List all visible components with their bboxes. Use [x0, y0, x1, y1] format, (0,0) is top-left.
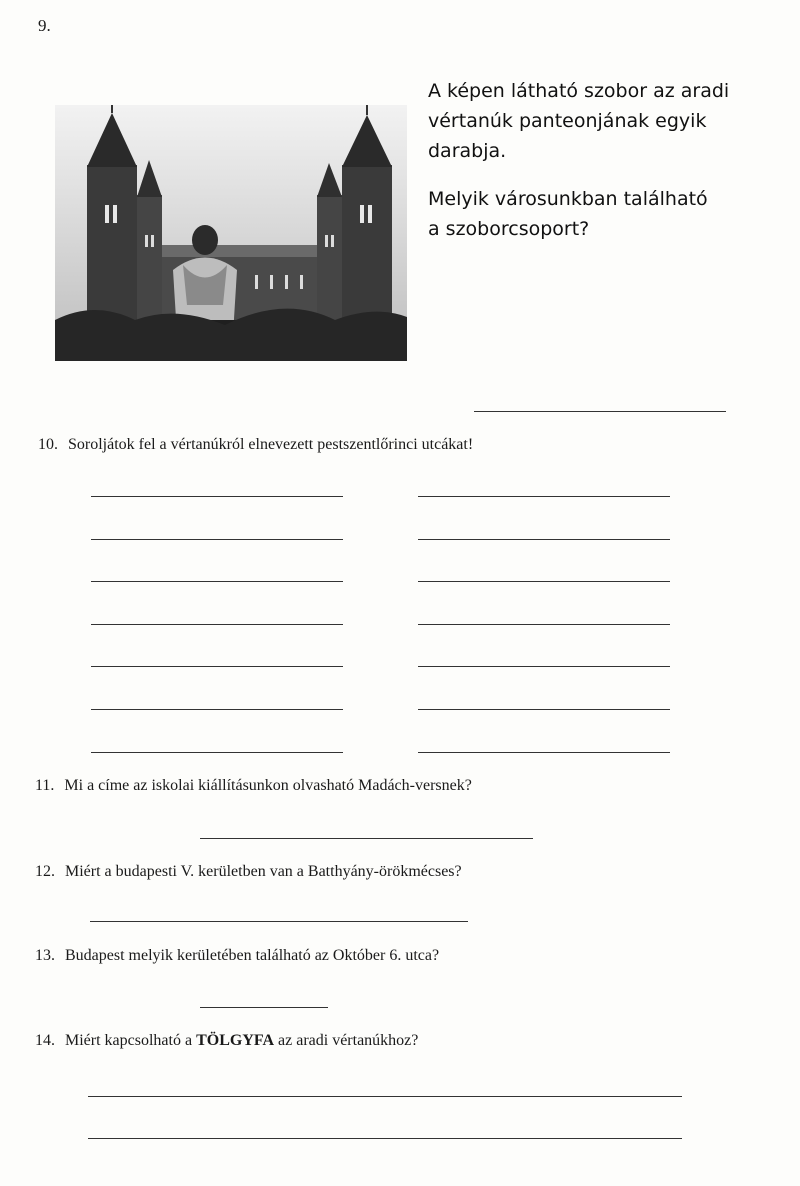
q10-answer-line-left[interactable] — [91, 709, 343, 710]
q10-number: 10. — [38, 436, 58, 453]
q9-text-line2: vértanúk panteonjának egyik — [428, 110, 707, 132]
q14-answer-line[interactable] — [88, 1096, 682, 1097]
q12-prompt — [35, 863, 462, 881]
q9-question-line1: Melyik városunkban található — [428, 188, 708, 210]
q10-answer-line-right[interactable] — [418, 666, 670, 667]
q13-answer-line[interactable] — [200, 1007, 328, 1008]
q12-number: 12. — [35, 863, 55, 880]
q10-answer-line-left[interactable] — [91, 539, 343, 540]
q13-prompt — [35, 947, 439, 965]
q10-answer-line-right[interactable] — [418, 709, 670, 710]
q10-answer-line-right[interactable] — [418, 624, 670, 625]
q13-number: 13. — [35, 947, 55, 964]
q14-text-after: az aradi vértanúkhoz? — [274, 1032, 419, 1049]
q13-text: Budapest melyik kerületében található az Október 6. utca? — [65, 947, 440, 964]
q11-prompt — [35, 777, 472, 795]
q10-text: Soroljátok fel a vértanúkról elnevezett pestszentlőrinci utcákat! — [68, 436, 474, 453]
q12-text: Miért a budapesti V. kerületben van a Batthyány-örökmécses? — [65, 863, 462, 880]
q9-text-line1: A képen látható szobor az aradi — [428, 80, 730, 102]
q14-text-before: Miért kapcsolható a — [65, 1032, 197, 1049]
q12-answer-line[interactable] — [90, 921, 468, 922]
q10-answer-line-left[interactable] — [91, 624, 343, 625]
q9-answer-line[interactable] — [474, 411, 726, 412]
q10-answer-line-right[interactable] — [418, 581, 670, 582]
q10-answer-line-right[interactable] — [418, 752, 670, 753]
q11-number: 11. — [35, 777, 55, 794]
q14-prompt — [35, 1032, 418, 1050]
q10-answer-line-left[interactable] — [91, 496, 343, 497]
q9-text-block — [428, 76, 729, 244]
q10-answer-line-right[interactable] — [418, 539, 670, 540]
q10-answer-line-left[interactable] — [91, 581, 343, 582]
cathedral-photo — [55, 105, 407, 361]
page-number: 9. — [38, 16, 51, 35]
q10-answer-line-left[interactable] — [91, 752, 343, 753]
q14-text — [65, 1032, 418, 1049]
q9-text-line3: darabja. — [428, 140, 507, 162]
q11-text: Mi a címe az iskolai kiállításunkon olvasható Madách-versnek? — [64, 777, 472, 794]
q14-number: 14. — [35, 1032, 55, 1049]
q9-question-line2: a szoborcsoport? — [428, 218, 590, 240]
q11-answer-line[interactable] — [200, 838, 533, 839]
q10-prompt — [38, 436, 473, 454]
q14-text-bold: TÖLGYFA — [196, 1032, 275, 1049]
q14-answer-line[interactable] — [88, 1138, 682, 1139]
q10-answer-line-right[interactable] — [418, 496, 670, 497]
q10-answer-line-left[interactable] — [91, 666, 343, 667]
